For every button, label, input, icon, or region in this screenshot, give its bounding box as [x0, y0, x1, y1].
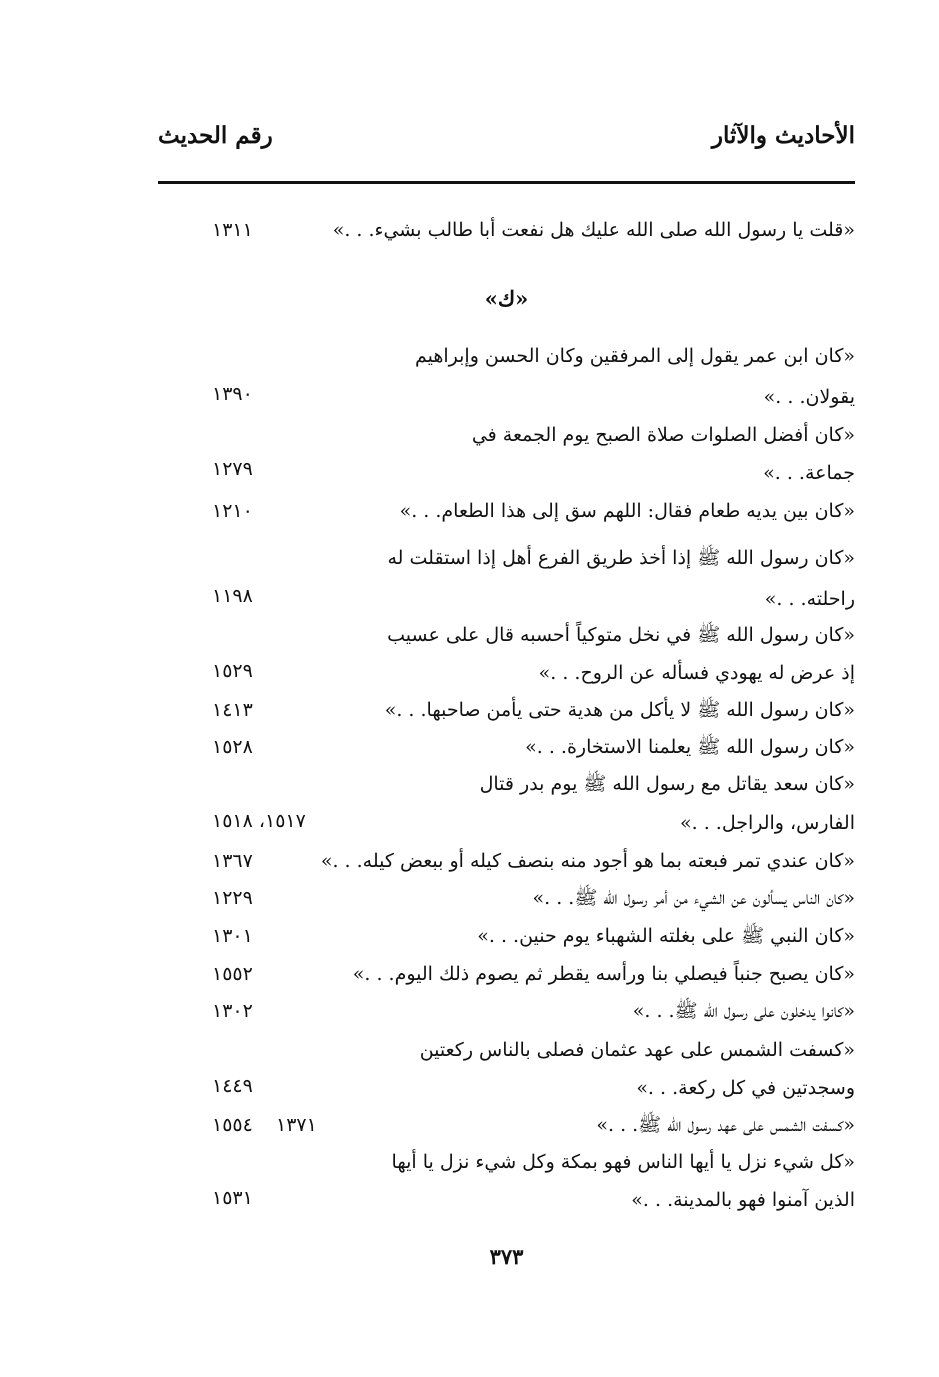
entry-line: «كان ابن عمر يقول إلى المرفقين وكان الحسن وإبراهيم: [414, 345, 855, 367]
entry-line: «كان يصبح جنباً فيصلي بنا ورأسه يقطر ثم يصوم ذلك اليوم. . .»: [352, 963, 855, 985]
hadith-number: ١٥٥٤: [212, 1114, 253, 1136]
hadith-number: ١٥٢٩: [212, 660, 253, 682]
entry-line: يقولان. . .»: [763, 386, 855, 408]
entry-line: راحلته. . .»: [764, 588, 855, 610]
hadith-number: ١١٩٨: [212, 585, 253, 607]
entry-line: «كان رسول الله ﷺ يعلمنا الاستخارة. . .»: [525, 736, 855, 758]
entry-line: «قلت يا رسول الله صلى الله عليك هل نفعت أبا طالب بشيء. . .»: [332, 219, 855, 241]
hadith-number: ١٤١٣: [212, 699, 253, 721]
header-rule: [158, 181, 855, 184]
entry-line: الفارس، والراجل. . .»: [680, 812, 855, 834]
entry-line: «كان رسول الله ﷺ في نخل متوكياً أحسبه قال على عسيب: [387, 624, 855, 646]
entry-line: «كان رسول الله ﷺ إذا أخذ طريق الفرع أهل إذا استقلت له: [387, 547, 855, 569]
entry-line: «كسفت الشمس على عهد رسول الله ﷺ. . .»: [596, 1114, 855, 1136]
section-letter: «ك»: [484, 286, 529, 311]
entry-line: «كسفت الشمس على عهد عثمان فصلى بالناس ركعتين: [419, 1039, 855, 1061]
hadith-number: ١٣٠٢: [212, 1000, 253, 1022]
hadith-number: ١٣٩٠: [212, 383, 253, 405]
hadith-number: ١٥٥٢: [212, 963, 253, 985]
entry-line: «كان أفضل الصلوات صلاة الصبح يوم الجمعة في: [471, 424, 855, 446]
entry-line: «كان النبي ﷺ على بغلته الشهباء يوم حنين. . .»: [477, 925, 855, 947]
entry-line: «كان الناس يسألون عن الشيء من أمر رسول الله ﷺ. . .»: [532, 887, 855, 909]
hadith-number: ١٢٢٩: [212, 887, 253, 909]
hadith-number: ١٤٤٩: [212, 1075, 253, 1097]
entry-line: إذ عرض له يهودي فسأله عن الروح. . .»: [538, 662, 855, 684]
page-number: ٣٧٣: [489, 1244, 524, 1269]
hadith-number: ١٥١٧، ١٥١٨: [212, 810, 306, 832]
entry-line: الذين آمنوا فهو بالمدينة. . .»: [631, 1189, 855, 1211]
hadith-number: ١٥٢٨: [212, 736, 253, 758]
running-header: [158, 122, 855, 162]
entry-line: «كان سعد يقاتل مع رسول الله ﷺ يوم بدر قتال: [479, 773, 855, 795]
header-title: الأحاديث والآثار: [711, 122, 855, 149]
entry-line: «كان عندي تمر فبعته بما هو أجود منه بنصف كيله أو ببعض كيله. . .»: [320, 850, 855, 872]
entry-line: «كان بين يديه طعام فقال: اللهم سق إلى هذا الطعام. . .»: [399, 500, 855, 522]
entry-line: «كان رسول الله ﷺ لا يأكل من هدية حتى يأمن صاحبها. . .»: [384, 699, 855, 721]
entry-line: جماعة. . .»: [763, 462, 855, 484]
hadith-number: ١٥٣١: [212, 1187, 253, 1209]
entry-line: وسجدتين في كل ركعة. . .»: [636, 1077, 855, 1099]
entry-line: «كل شيء نزل يا أيها الناس فهو بمكة وكل شيء نزل يا أيها: [391, 1151, 855, 1173]
hadith-number: ١٣١١: [212, 219, 253, 241]
hadith-number: ١٣٧١: [276, 1114, 317, 1136]
hadith-number: ١٣٦٧: [212, 850, 253, 872]
entry-line: «كانوا يدخلون على رسول الله ﷺ. . .»: [632, 1000, 855, 1022]
hadith-number: ١٢١٠: [212, 500, 253, 522]
hadith-number: ١٢٧٩: [212, 458, 253, 480]
hadith-number: ١٣٠١: [212, 925, 253, 947]
header-column-label: رقم الحديث: [158, 122, 273, 149]
